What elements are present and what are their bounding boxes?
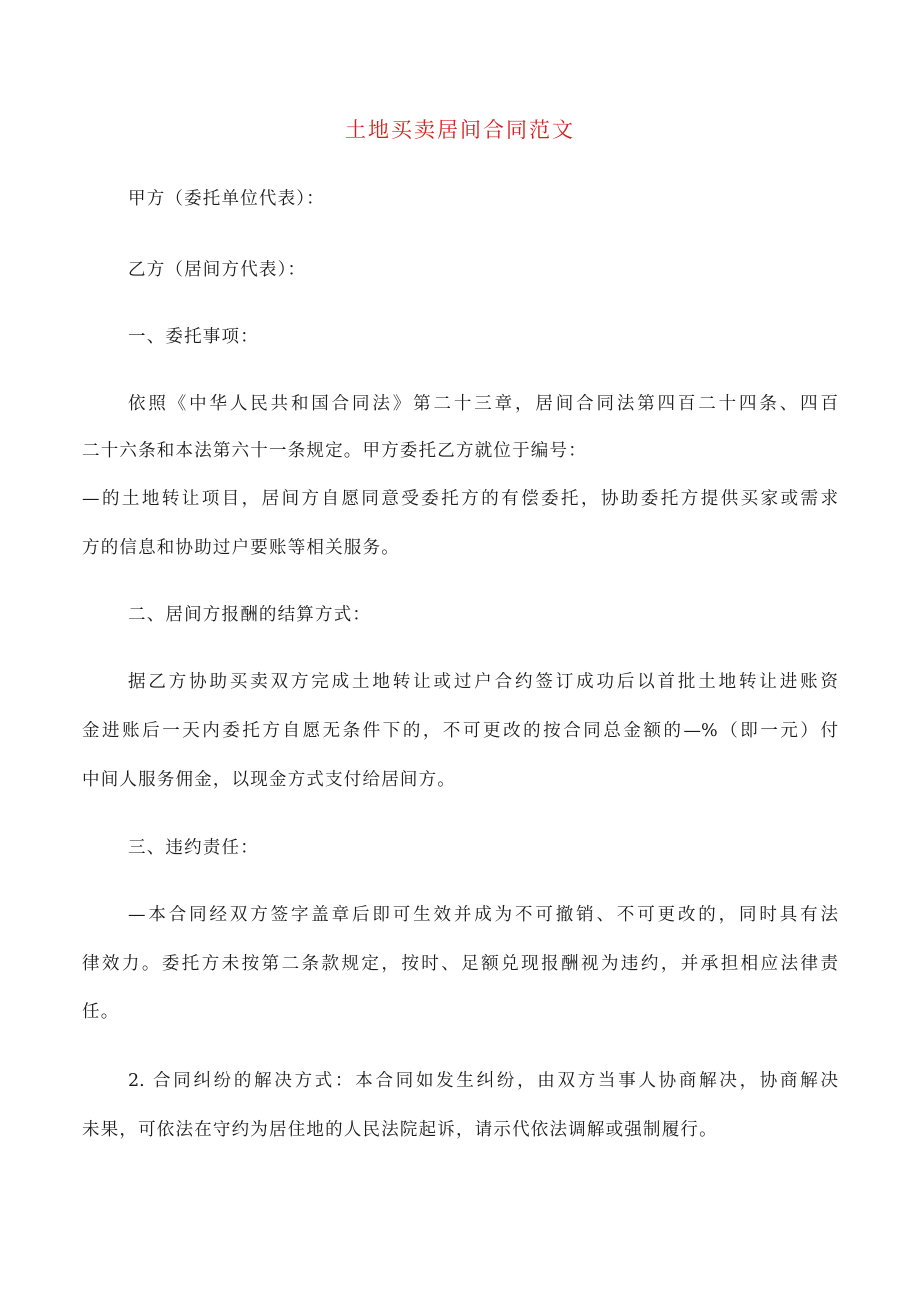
section1-line-4: 方的信息和协助过户要账等相关服务。: [82, 538, 400, 558]
section3-heading: 三、违约责任：: [128, 838, 259, 858]
section2-line-3: 中间人服务佣金，以现金方式支付给居间方。: [82, 770, 456, 790]
section3-line-3: 任。: [82, 1002, 120, 1022]
party-b-line: 乙方（居间方代表）：: [128, 260, 307, 280]
party-a-line: 甲方（委托单位代表）：: [128, 189, 325, 209]
section3-line-2: 律效力。委托方未按第二条款规定，按时、足额兑现报酬视为违约，并承担相应法律责: [82, 954, 838, 974]
clause2-line-2: 未果，可依法在守约为居住地的人民法院起诉，请示代依法调解或强制履行。: [82, 1120, 718, 1140]
section2-heading: 二、居间方报酬的结算方式：: [128, 605, 372, 625]
section1-line-1: 依照《中华人民共和国合同法》第二十三章，居间合同法第四百二十四条、四百: [128, 394, 838, 414]
section2-line-2: 金进账后一天内委托方自愿无条件下的，不可更改的按合同总金额的—%（即一元）付: [82, 721, 838, 741]
section2-line-1: 据乙方协助买卖双方完成土地转让或过户合约签订成功后以首批土地转让进账资: [128, 672, 838, 692]
section1-line-3: —的土地转让项目，居间方自愿同意受委托方的有偿委托，协助委托方提供买家或需求: [82, 489, 838, 509]
section1-heading: 一、委托事项：: [128, 327, 259, 347]
document-title: 土地买卖居间合同范文: [345, 118, 575, 142]
section1-line-2: 二十六条和本法第六十一条规定。甲方委托乙方就位于编号：: [82, 441, 587, 461]
clause2-line-1: 2. 合同纠纷的解决方式：本合同如发生纠纷，由双方当事人协商解决，协商解决: [128, 1071, 838, 1091]
section3-line-1: —本合同经双方签字盖章后即可生效并成为不可撤销、不可更改的，同时具有法: [128, 905, 838, 925]
